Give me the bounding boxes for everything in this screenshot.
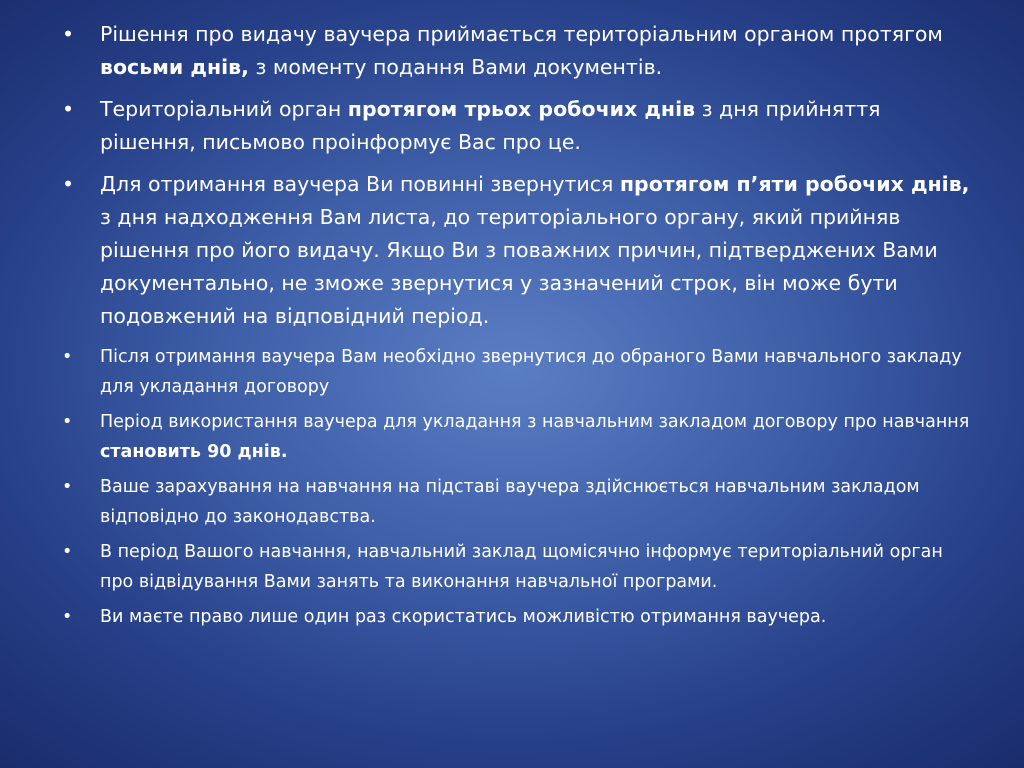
bullet-text-bold: восьми днів, [100, 55, 249, 79]
bullet-text-bold: становить 90 днів. [100, 442, 288, 462]
bullet-item-notification [52, 93, 972, 159]
bullet-text: Після отримання ваучера Вам необхідно звернутися до обраного Вами навчального закладу для укладання договору [100, 347, 962, 397]
bullet-item-voucher-receipt [52, 168, 972, 333]
bullet-text: Період використання ваучера для укладання з навчальним закладом договору про навчання [100, 412, 970, 432]
bullet-text: з дня прийняття рішення, письмово проінформує Вас про це. [100, 97, 881, 154]
bullet-item-enrollment [52, 472, 972, 532]
bullet-text: Рішення про видачу ваучера приймається територіальним органом протягом [100, 22, 943, 46]
bullet-item-monthly-report [52, 537, 972, 597]
bullet-marker: • [62, 542, 73, 562]
bullet-text: Територіальний орган [100, 97, 348, 121]
bullet-text: з моменту подання Вами документів. [248, 55, 663, 79]
bullet-text: Ви маєте право лише один раз скористатись можливістю отримання ваучера. [100, 607, 827, 627]
bullet-text: Для отримання ваучера Ви повинні звернутися [100, 172, 620, 196]
bullet-marker: • [62, 22, 75, 46]
bullet-text-bold: протягом трьох робочих днів [347, 97, 696, 121]
bullet-text-bold: протягом п’яти робочих днів, [619, 172, 970, 196]
bullet-marker: • [62, 97, 75, 121]
bullet-text: Ваше зарахування на навчання на підставі ваучера здійснюється навчальним закладом відповідно до законодавства. [100, 477, 920, 527]
bullet-item-once-only [52, 602, 972, 632]
bullet-item-contract [52, 342, 972, 402]
bullet-text: з дня надходження Вам листа, до територіального органу, який прийняв рішення про його видачу. Якщо Ви з поважних причин, підтверджених Вами документально, не зможе звернутися у зазначений строк, він може бути подовжений на відповідний період. [100, 205, 938, 328]
bullet-item-decision-term [52, 18, 972, 84]
bullet-marker: • [62, 477, 73, 497]
bullet-marker: • [62, 172, 75, 196]
bullet-text: В період Вашого навчання, навчальний заклад щомісячно інформує територіальний орган про відвідування Вами занять та виконання навчальної програми. [100, 542, 943, 592]
bullet-marker: • [62, 607, 73, 627]
bullet-list [52, 18, 972, 637]
bullet-marker: • [62, 412, 73, 432]
bullet-marker: • [62, 347, 73, 367]
bullet-item-usage-period [52, 407, 972, 467]
